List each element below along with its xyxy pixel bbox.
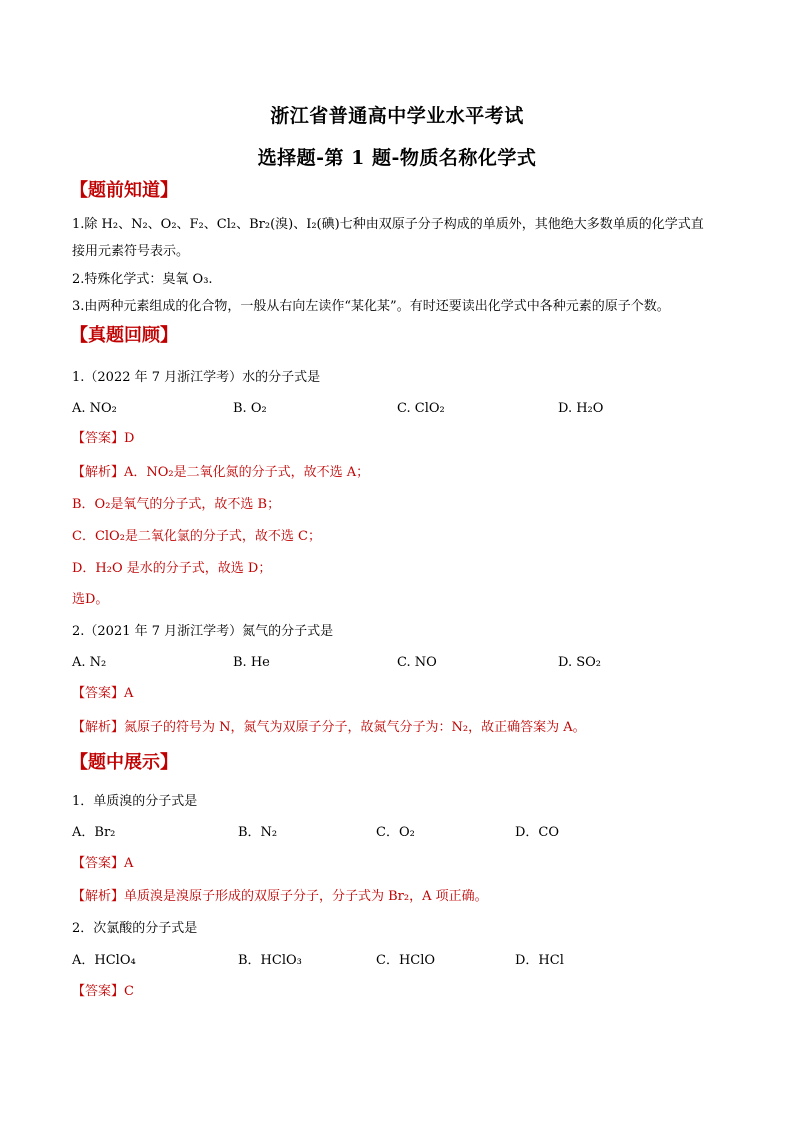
- section-heading-review: 【真题回顾】: [70, 325, 178, 346]
- review-q1-answer: 【答案】D: [72, 431, 135, 446]
- option-c: C．O₂: [376, 825, 415, 840]
- option-a: A．Br₂: [72, 825, 116, 840]
- knowledge-line-1: 1.除 H₂、N₂、O₂、F₂、Cl₂、Br₂(溴)、I₂(碘)七种由双原子分子构成的单质外，其他绝大多数单质的化学式直: [72, 217, 704, 232]
- option-b: B. He: [233, 655, 270, 670]
- option-c: C．HClO: [376, 953, 436, 968]
- show-q2-answer: 【答案】C: [72, 984, 134, 999]
- review-q1-options: [0, 399, 794, 419]
- review-q2-stem: 2.（2021 年 7 月浙江学考）氮气的分子式是: [72, 624, 334, 639]
- knowledge-line-4: 3.由两种元素组成的化合物，一般从右向左读作“某化某”。有时还要读出化学式中各种元素的原子个数。: [72, 299, 670, 314]
- review-q2-options: [0, 653, 794, 673]
- review-q1-analysis-1: 【解析】A．NO₂是二氧化氮的分子式，故不选 A；: [72, 465, 370, 480]
- option-d: D. H₂O: [558, 401, 604, 416]
- show-q1-options: [0, 823, 794, 843]
- review-q2-answer: 【答案】A: [72, 686, 134, 701]
- review-q1-stem: 1.（2022 年 7 月浙江学考）水的分子式是: [72, 370, 321, 385]
- option-d: D．HCl: [515, 953, 564, 968]
- option-d: D. SO₂: [558, 655, 601, 670]
- page-subtitle: 选择题-第 1 题-物质名称化学式: [257, 147, 537, 169]
- review-q1-analysis-2: B．O₂是氧气的分子式，故不选 B；: [72, 497, 281, 512]
- option-d: D．CO: [515, 825, 560, 840]
- option-c: C. NO: [397, 655, 437, 670]
- option-c: C. ClO₂: [397, 401, 445, 416]
- page-title: 浙江省普通高中学业水平考试: [270, 105, 524, 127]
- section-heading-before: 【题前知道】: [70, 180, 178, 201]
- option-a: A. NO₂: [72, 401, 117, 416]
- review-q1-analysis-5: 选D。: [72, 592, 109, 607]
- section-heading-show: 【题中展示】: [70, 752, 178, 773]
- show-q1-stem: 1．单质溴的分子式是: [72, 794, 198, 809]
- option-a: A．HClO₄: [72, 953, 136, 968]
- review-q1-analysis-4: D．H₂O 是水的分子式，故选 D；: [72, 561, 272, 576]
- show-q2-options: [0, 951, 794, 971]
- option-b: B．N₂: [238, 825, 278, 840]
- show-q1-answer: 【答案】A: [72, 856, 134, 871]
- option-b: B．HClO₃: [238, 953, 302, 968]
- knowledge-line-2: 接用元素符号表示。: [72, 244, 190, 259]
- review-q2-analysis: 【解析】氮原子的符号为 N，氮气为双原子分子，故氮气分子为：N₂，故正确答案为 A。: [72, 720, 586, 735]
- knowledge-line-3: 2.特殊化学式：臭氧 O₃.: [72, 272, 213, 287]
- show-q2-stem: 2．次氯酸的分子式是: [72, 921, 198, 936]
- option-a: A. N₂: [72, 655, 107, 670]
- show-q1-analysis: 【解析】单质溴是溴原子形成的双原子分子，分子式为 Br₂，A 项正确。: [72, 889, 488, 904]
- option-b: B. O₂: [233, 401, 267, 416]
- review-q1-analysis-3: C．ClO₂是二氧化氯的分子式，故不选 C；: [72, 529, 321, 544]
